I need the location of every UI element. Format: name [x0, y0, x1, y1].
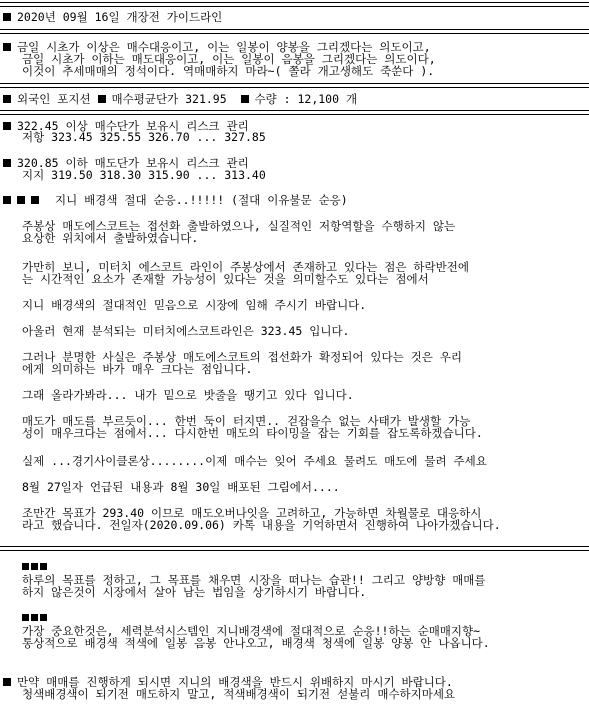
support-line: 지지 319.50 318.30 315.90 ... 313.40	[22, 168, 266, 182]
divider-double	[0, 29, 589, 34]
lower-risk-line: 320.85 이하 매도단가 보유시 리스크 관리	[3, 157, 249, 170]
square-bullet-icon	[3, 95, 11, 103]
square-bullet-icon	[241, 95, 249, 103]
paragraph-line: 그래 올라가봐라... 내가 밑으로 밧줄을 땡기고 있다 입니다.	[22, 388, 354, 402]
quantity-label: 수량 : 12,100 개	[254, 92, 358, 106]
divider-double	[0, 110, 589, 115]
triple-square-marker	[22, 560, 49, 573]
square-bullet-icon	[98, 95, 106, 103]
square-bullet-icon	[17, 196, 25, 204]
intro-line: 금일 시초가 이상은 매수대응이고, 이는 일봉이 양봉을 그리겠다는 의도이고,	[3, 41, 431, 54]
footer-line: 통상적으로 배경색 적색에 일봉 음봉 안나오고, 배경색 청색에 일봉 양봉 안 나옵니다.	[22, 636, 490, 650]
paragraph-line: 요상한 위치에서 출발하였습니다.	[22, 231, 199, 245]
paragraph-line: 조만간 목표가 293.40 이므로 매도오버나잇을 고려하고, 가능하면 차월물로 대응하시	[22, 506, 482, 520]
paragraph-line: 실제 ...경기사이클론상........이제 매수는 잊어 주세요 물려도 매도에 물려 주세요	[22, 454, 487, 468]
paragraph-line: 가만히 보니, 미터치 에스코트 라인이 주봉상에서 존재하고 있다는 점은 하락반전에	[22, 260, 469, 274]
paragraph-line: 그러나 분명한 사실은 주봉상 매도에스코트의 접선화가 확정되어 있다는 것은 우리	[22, 350, 463, 364]
footer-line: 만약 매매를 진행하게 되시면 지니의 배경색을 반드시 위배하지 마시기 바랍니다.	[3, 676, 453, 689]
section-title: 지니 배경색 절대 순응..!!!!! (절대 이유불문 순응)	[3, 194, 348, 207]
square-bullet-icon	[3, 678, 11, 686]
upper-risk-line: 322.45 이상 매수단가 보유시 리스크 관리	[3, 120, 249, 133]
average-price-label: 매수평균단가 321.95	[111, 92, 227, 106]
footer-line: 청색배경색이 되기전 매도하지 말고, 적색배경색이 되기전 섣불리 매수하지마세요	[22, 687, 456, 701]
paragraph-line: 지니 배경색의 절대적인 믿음으로 시장에 임해 주시기 바랍니다.	[22, 298, 367, 312]
paragraph-line: 8월 27일자 언급된 내용과 8월 30일 배포된 그림에서....	[22, 480, 340, 494]
divider-double	[0, 83, 589, 88]
footer-line: 가장 중요한것은, 세력분석시스템인 지니배경색에 절대적으로 순응!!하는 순매매지향~	[22, 624, 481, 638]
intro-line: 금일 시초가 이하는 매도대응이고, 이는 일봉이 음봉을 그리겠다는 의도이다,	[22, 52, 436, 66]
square-bullet-icon	[31, 563, 38, 570]
page-title: 2020년 09월 16일 개장전 가이드라인	[3, 11, 222, 24]
square-bullet-icon	[3, 13, 11, 21]
paragraph-line: 라고 했습니다. 전일자(2020.09.06) 카톡 내용을 기억하면서 진행하여 나아가겠습니다.	[22, 518, 501, 532]
square-bullet-icon	[22, 614, 29, 621]
square-bullet-icon	[3, 43, 11, 51]
paragraph-line: 주봉상 매도에스코트는 접선화 출발하였으나, 실질적인 저항역할을 수행하지 않는	[22, 219, 456, 233]
paragraph-line: 아울러 현재 분석되는 미터치에스코트라인은 323.45 입니다.	[22, 324, 350, 338]
square-bullet-icon	[3, 122, 11, 130]
triple-square-marker	[22, 611, 49, 624]
paragraph-line: 성이 매우크다는 점에서... 다시한번 매도의 타이밍을 잡는 기회를 잡도록하겠습니다.	[22, 426, 483, 440]
position-line	[3, 93, 357, 106]
square-bullet-icon	[3, 159, 11, 167]
resistance-line: 저항 323.45 325.55 326.70 ... 327.85	[22, 130, 266, 144]
intro-line: 이것이 추세매매의 정석이다. 역매매하지 마라~( 쫄라 개고생해도 죽쑨다 ).	[22, 64, 435, 78]
divider-double	[0, 2, 589, 7]
paragraph-line: 에게 의미하는 바가 매우 크다는 점입니다.	[22, 362, 253, 376]
paragraph-line: 매도가 매도를 부르듯이... 한번 둑이 터지면.. 걷잡을수 없는 사태가 발생할 가능	[22, 414, 471, 428]
foreign-position-label: 외국인 포지션	[17, 92, 91, 106]
square-bullet-icon	[31, 614, 38, 621]
square-bullet-icon	[40, 563, 47, 570]
square-bullet-icon	[3, 196, 11, 204]
square-bullet-icon	[40, 614, 47, 621]
divider-double	[0, 546, 589, 551]
footer-line: 하지 않은것이 시장에서 살아 남는 법임을 상기하시기 바랍니다.	[22, 585, 367, 599]
footer-line: 하루의 목표를 정하고, 그 목표를 채우면 시장을 떠나는 습관!! 그리고 양방향 매매를	[22, 573, 486, 587]
paragraph-line: 는 시간적인 요소가 존재할 가능성이 있다는 것을 의미할수도 있다는 점에서	[22, 272, 429, 286]
square-bullet-icon	[31, 196, 39, 204]
square-bullet-icon	[22, 563, 29, 570]
